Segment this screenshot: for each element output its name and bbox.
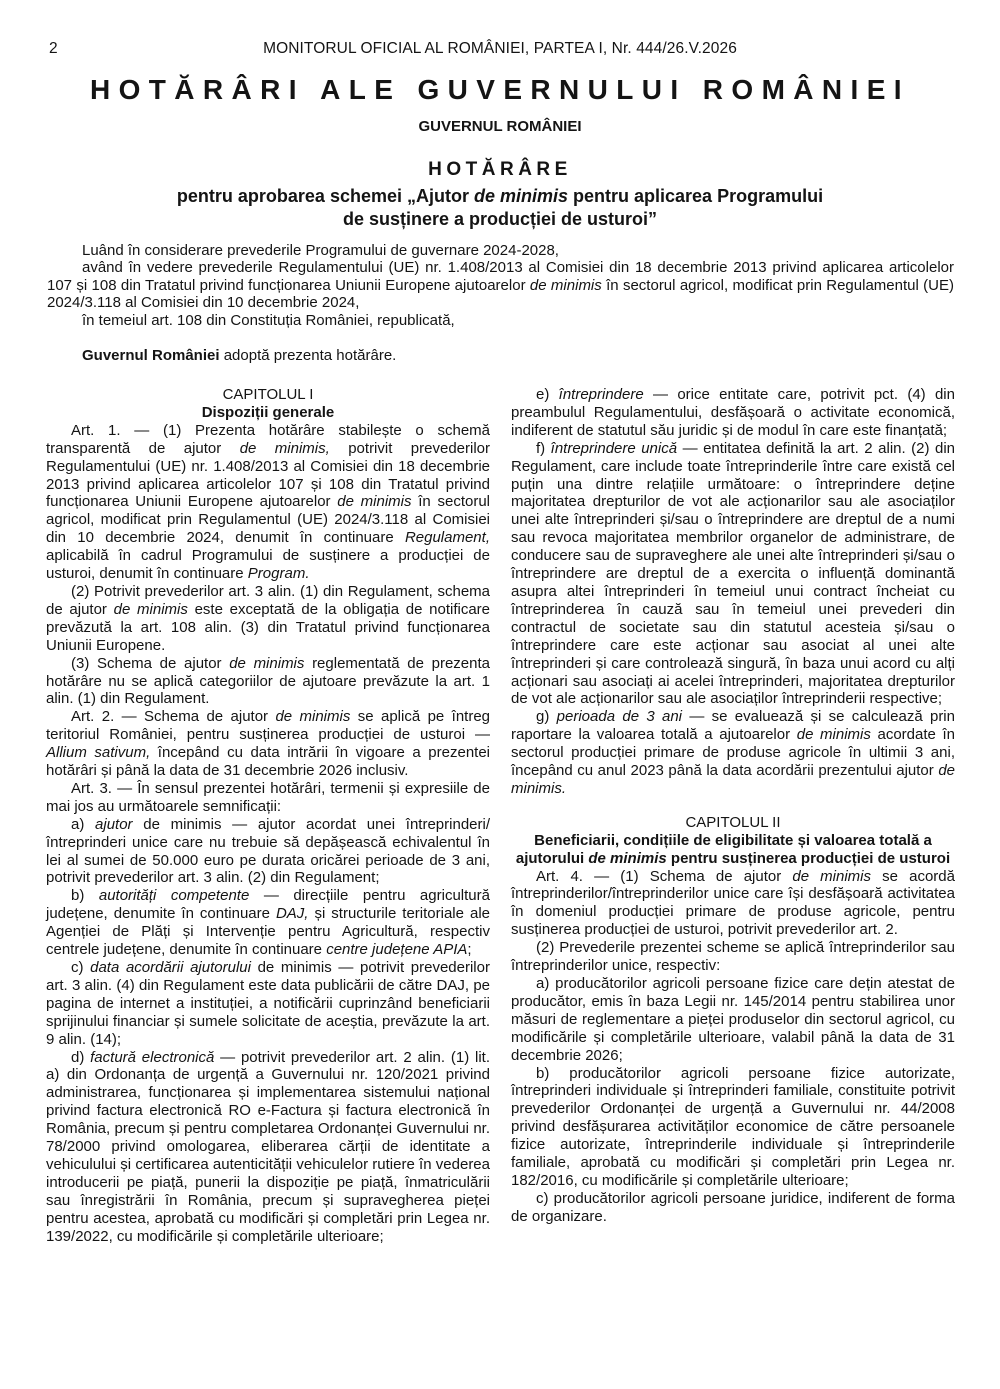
section-title: HOTĂRÂRI ALE GUVERNULUI ROMÂNIEI	[90, 74, 910, 105]
definition-item: a) producătorilor agricoli persoane fizice care dețin atestat de producător, emis în baza Legii nr. 145/2014 pentru stabilirea unor măsuri de reglementare a pieței produselor din sectorul agricol, cu modificările și completările ulterioare, valabil până la data de 31 decembrie 2026;	[511, 975, 955, 1064]
definition-item: g) perioada de 3 ani — se evaluează și se calculează prin raportare la valoarea totală a ajutoarelor de minimis acordate în sectorul producției primare de produse agricole în ultimii 3 ani, începând cu anul 2023 până la data acordării prezentului ajutor de minimis.	[511, 708, 956, 797]
article-paragraph: Art. 4. — (1) Schema de ajutor de minimis se acordă întreprinderilor/întreprinderilor unice care își desfășoară activitatea în domeniul producției primare de produse agricole, pentru susținerea producției de usturoi, potrivit prevederilor art. 2.	[511, 867, 955, 939]
chapter-label: CAPITOLUL I	[222, 386, 314, 403]
definition-item: b) autorități competente — direcțiile pentru agricultură județene, denumite în continuare DAJ, și structurile teritoriale ale Agenției de Plăți și Intervenție pentru Agricultură, respectiv centrele județene, denumite în continuare centre județene APIA;	[46, 887, 490, 959]
definition-item: c) producătorilor agricoli persoane juridice, indiferent de forma de organizare.	[511, 1189, 955, 1225]
chapter-title: Dispoziții generale	[201, 403, 335, 421]
article-paragraph: Art. 2. — Schema de ajutor de minimis se aplică pe întreg teritoriul României, pentru susținerea producției de usturoi — Allium sativum, începând cu data intrării în vigoare a prezentei hotărâri și până la data de 31 decembrie 2026 inclusiv.	[46, 708, 491, 780]
running-header: MONITORUL OFICIAL AL ROMÂNIEI, PARTEA I, Nr. 444/26.V.2026	[263, 40, 737, 57]
article-paragraph: Art. 3. — În sensul prezentei hotărâri, termenii și expresiile de mai jos au următoarele semnificații:	[46, 779, 490, 815]
adoption-formula: Guvernul României adoptă prezenta hotărâre.	[82, 347, 397, 365]
chapter-label: CAPITOLUL II	[685, 813, 781, 831]
preamble	[47, 242, 954, 364]
spacer	[511, 798, 955, 814]
chapter-title: Beneficiarii, condițiile de eligibilitate și valoarea totală a ajutorului de minimis pentru susținerea producției de usturoi	[515, 831, 951, 867]
definition-item: c) data acordării ajutorului de minimis — potrivit prevederilor art. 3 alin. (4) din Regulament este data publicării de către DAJ, pe pagina de internet a instituției, a notificării cuprinzând beneficiarii sprijinului financiar și sumele solicitate de aceștia, prevăzute la art. 9 alin. (14);	[46, 959, 490, 1048]
preamble-paragraph: în temeiul art. 108 din Constituția României, republicată,	[82, 311, 455, 329]
document-title-part: pentru aplicarea Programului	[568, 186, 824, 206]
document-title-part: de susținere a producției de usturoi”	[342, 209, 658, 229]
issuer: GUVERNUL ROMÂNIEI	[418, 118, 582, 135]
definition-item: f) întreprindere unică — entitatea definită la art. 2 alin. (2) din Regulament, care include toate întreprinderile între care există cel puțin una dintre relațiile următoare: o întreprindere deține majoritatea drepturilor de vot ale acționarilor sau ale asociaților unei alte întreprinderi și/sau o întreprindere are dreptul de a numi sau revoca majoritatea membrilor organelor de administrare, de conducere sau de supraveghere ale unei alte întreprinderi și/sau o întreprindere are dreptul de a exercita o influență dominantă asupra altei întreprinderi în temeiul unui contract încheiat cu întreprinderea în cauză sau în temeiul unei prevederi din contractul de societate sau din statutul acesteia și/sau o întreprindere care este acționar sau asociat al unei alte întreprinderi și care controlează singură, în baza unui acord cu alți acționari sau asociați ai acelei întreprinderi, majoritatea drepturilor de vot ale acționarilor sau ale asociaților întreprinderii respective;	[511, 439, 955, 708]
definition-item: a) ajutor de minimis — ajutor acordat unei întreprinderi/întreprinderi unice care nu trebuie să depășească echivalentul în lei al sumei de 50.000 euro pe durata oricărei perioade de 3 ani, potrivit prevederilor art. 3 alin. (2) din Regulament;	[46, 815, 490, 887]
document-title-part: pentru aprobarea schemei „Ajutor	[176, 186, 474, 206]
right-column	[511, 386, 955, 1226]
article-paragraph: (2) Prevederile prezentei scheme se aplică întreprinderilor sau întreprinderilor unice, respectiv:	[511, 939, 955, 975]
article-paragraph: (3) Schema de ajutor de minimis reglementată de prezenta hotărâre nu se aplică categoriilor de ajutoare prevăzute la art. 1 alin. (1) din Regulament.	[46, 654, 490, 708]
definition-item: d) factură electronică — potrivit prevederilor art. 2 alin. (1) lit. a) din Ordonanța de urgență a Guvernului nr. 120/2021 privind administrarea, funcționarea și implementarea sistemului național privind factura electronică RO e-Factura și factura electronică în România, precum și pentru completarea Ordonanței Guvernului nr. 78/2000 privind omologarea, eliberarea cărții de identitate a vehiculului și certificarea autenticității vehiculelor rutiere în vederea introducerii pe piață, punerii la dispoziție pe piață, înmatriculării sau înregistrării în România, precum și supravegherea pieței pentru acestea, aprobată cu modificări și completări prin Legea nr. 139/2022, cu modificările și completările ulterioare;	[46, 1048, 490, 1245]
document-type: HOTĂRÂRE	[428, 159, 572, 180]
preamble-paragraph: având în vedere prevederile Regulamentului (UE) nr. 1.408/2013 al Comisiei din 18 decembrie 2013 privind aplicarea articolelor 107 și 108 din Tratatul privind funcționarea Uniunii Europene ajutoarelor de minimis în sectorul agricol, modificat prin Regulamentul (UE) 2024/3.118 al Comisiei din 10 decembrie 2024,	[47, 259, 954, 312]
page-number: 2	[49, 40, 58, 57]
document-title-italic: de minimis	[473, 186, 569, 206]
definition-item: b) producătorilor agricoli persoane fizice autorizate, întreprinderi individuale și întreprinderi familiale, constituite potrivit prevederilor Ordonanței de urgență a Guvernului nr. 44/2008 privind desfășurarea activităților economice de către persoanele fizice autorizate, întreprinderile individuale și întreprinderile familiale, aprobată cu modificări și completări prin Legea nr. 182/2016, cu modificările și completările ulterioare;	[511, 1064, 955, 1189]
article-paragraph: (2) Potrivit prevederilor art. 3 alin. (1) din Regulament, schema de ajutor de minimis este exceptată de la obligația de notificare prevăzută la art. 108 alin. (3) din Tratatul privind funcționarea Uniunii Europene.	[46, 582, 490, 654]
document-title	[0, 185, 1000, 231]
article-paragraph: Art. 1. — (1) Prezenta hotărâre stabilește o schemă transparentă de ajutor de minimis, potrivit prevederilor Regulamentului (UE) nr. 1.408/2013 al Comisiei din 18 decembrie 2013 privind aplicarea articolelor 107 și 108 din Tratatul privind funcționarea Uniunii Europene ajutoarelor de minimis în sectorul agricol, modificat prin Regulamentul (UE) 2024/3.118 al Comisiei din 10 decembrie 2024, denumit în continuare Regulament, aplicabilă în cadrul Programului de susținere a producției de usturoi, denumit în continuare Program.	[46, 421, 491, 583]
definition-item: e) întreprindere — orice entitate care, potrivit pct. (4) din preambulul Regulamentului, desfășoară o activitate economică, indiferent de statutul său juridic și de modul în care este finanțată;	[511, 386, 955, 439]
left-column	[46, 386, 490, 1246]
preamble-paragraph: Luând în considerare prevederile Programului de guvernare 2024-2028,	[82, 242, 559, 259]
